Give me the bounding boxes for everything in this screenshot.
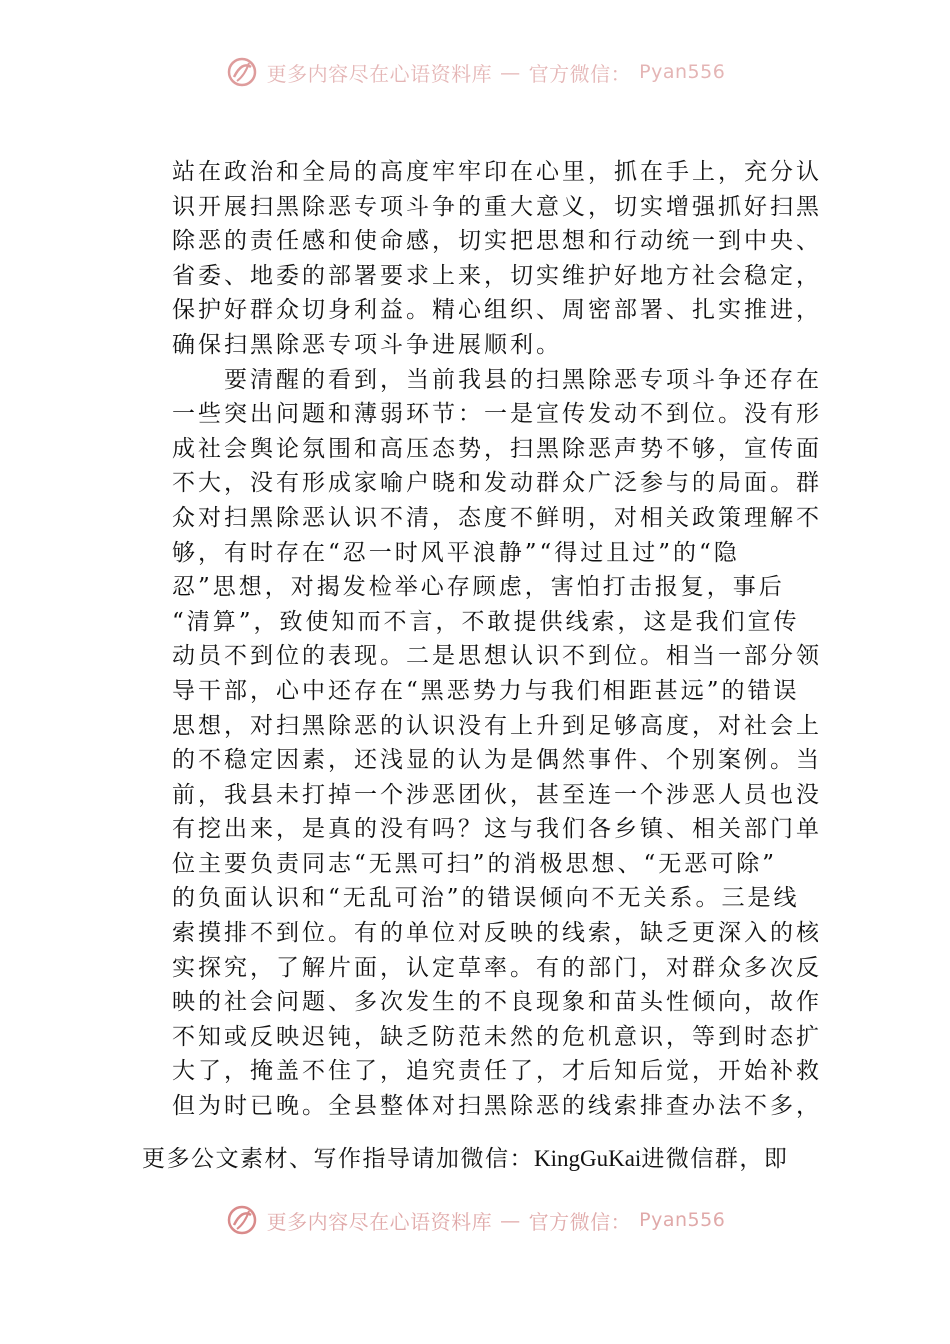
footer-note-prefix: 更多公文素材、写作指导请加微信： <box>142 1146 534 1172</box>
watermark-wechat-id: Pyan556 <box>639 61 726 83</box>
body-line: 除恶的责任感和使命感，切实把思想和行动统一到中央、 <box>172 228 822 255</box>
watermark-wechat-id: Pyan556 <box>639 1209 726 1231</box>
brand-logo-icon <box>225 55 259 89</box>
body-line: 导干部，心中还存在“黑恶势力与我们相距甚远”的错误 <box>172 677 800 704</box>
body-line: “清算”，致使知而不言，不敢提供线索，这是我们宣传 <box>172 608 800 635</box>
watermark-brand-text: 更多内容尽在心语资料库 <box>266 61 493 86</box>
body-line: 大了，掩盖不住了，追究责任了，才后知后觉，开始补救 <box>172 1058 822 1085</box>
body-line: 识开展扫黑除恶专项斗争的重大意义，切实增强抓好扫黑 <box>172 193 822 220</box>
header-watermark <box>0 55 950 89</box>
footer-note <box>142 1140 788 1173</box>
body-line: 的负面认识和“无乱可治”的错误倾向不无关系。三是线 <box>172 885 800 912</box>
body-line: 忍”思想，对揭发检举心存顾虑，害怕打击报复，事后 <box>172 574 785 601</box>
body-line: 够，有时存在“忍一时风平浪静”“得过且过”的“隐 <box>172 539 740 566</box>
body-line: 保护好群众切身利益。精心组织、周密部署、扎实推进， <box>172 297 822 324</box>
watermark-official-label: 官方微信： <box>528 61 632 86</box>
brand-logo-icon <box>225 1203 259 1237</box>
body-line: 前，我县未打掉一个涉恶团伙，甚至连一个涉恶人员也没 <box>172 781 822 808</box>
watermark-brand-text: 更多内容尽在心语资料库 <box>266 1209 493 1234</box>
body-line: 有挖出来，是真的没有吗？这与我们各乡镇、相关部门单 <box>172 816 822 843</box>
body-line: 站在政治和全局的高度牢牢印在心里，抓在手上，充分认 <box>172 159 822 185</box>
body-line: 成社会舆论氛围和高压态势，扫黑除恶声势不够，宣传面 <box>172 435 822 462</box>
body-line: 动员不到位的表现。二是思想认识不到位。相当一部分领 <box>172 643 822 670</box>
footer-watermark <box>0 1203 950 1237</box>
body-line: 但为时已晚。全县整体对扫黑除恶的线索排查办法不多， <box>172 1093 822 1120</box>
body-line: 一些突出问题和薄弱环节：一是宣传发动不到位。没有形 <box>172 401 822 428</box>
watermark-official-label: 官方微信： <box>528 1209 632 1234</box>
document-body <box>172 155 836 1124</box>
body-line: 索摸排不到位。有的单位对反映的线索，缺乏更深入的核 <box>172 920 822 947</box>
watermark-dash: — <box>500 1208 521 1232</box>
body-line: 省委、地委的部署要求上来，切实维护好地方社会稳定， <box>172 262 822 289</box>
body-line: 的不稳定因素，还浅显的认为是偶然事件、个别案例。当 <box>172 747 822 774</box>
body-line: 要清醒的看到，当前我县的扫黑除恶专项斗争还存在 <box>172 366 822 393</box>
body-line: 实探究，了解片面，认定草率。有的部门，对群众多次反 <box>172 954 822 981</box>
footer-note-suffix: 进微信群，即 <box>641 1146 789 1172</box>
body-line: 众对扫黑除恶认识不清，态度不鲜明，对相关政策理解不 <box>172 504 822 531</box>
body-line: 思想，对扫黑除恶的认识没有上升到足够高度，对社会上 <box>172 712 822 739</box>
body-line: 不大，没有形成家喻户晓和发动群众广泛参与的局面。群 <box>172 470 822 497</box>
body-line: 位主要负责同志“无黑可扫”的消极思想、“无恶可除” <box>172 850 778 877</box>
watermark-dash: — <box>500 60 521 84</box>
footer-wechat-id: KingGuKai <box>534 1146 642 1171</box>
body-line: 不知或反映迟钝，缺乏防范未然的危机意识，等到时态扩 <box>172 1023 822 1050</box>
body-line: 确保扫黑除恶专项斗争进展顺利。 <box>172 331 562 358</box>
body-line: 映的社会问题、多次发生的不良现象和苗头性倾向，故作 <box>172 989 822 1016</box>
